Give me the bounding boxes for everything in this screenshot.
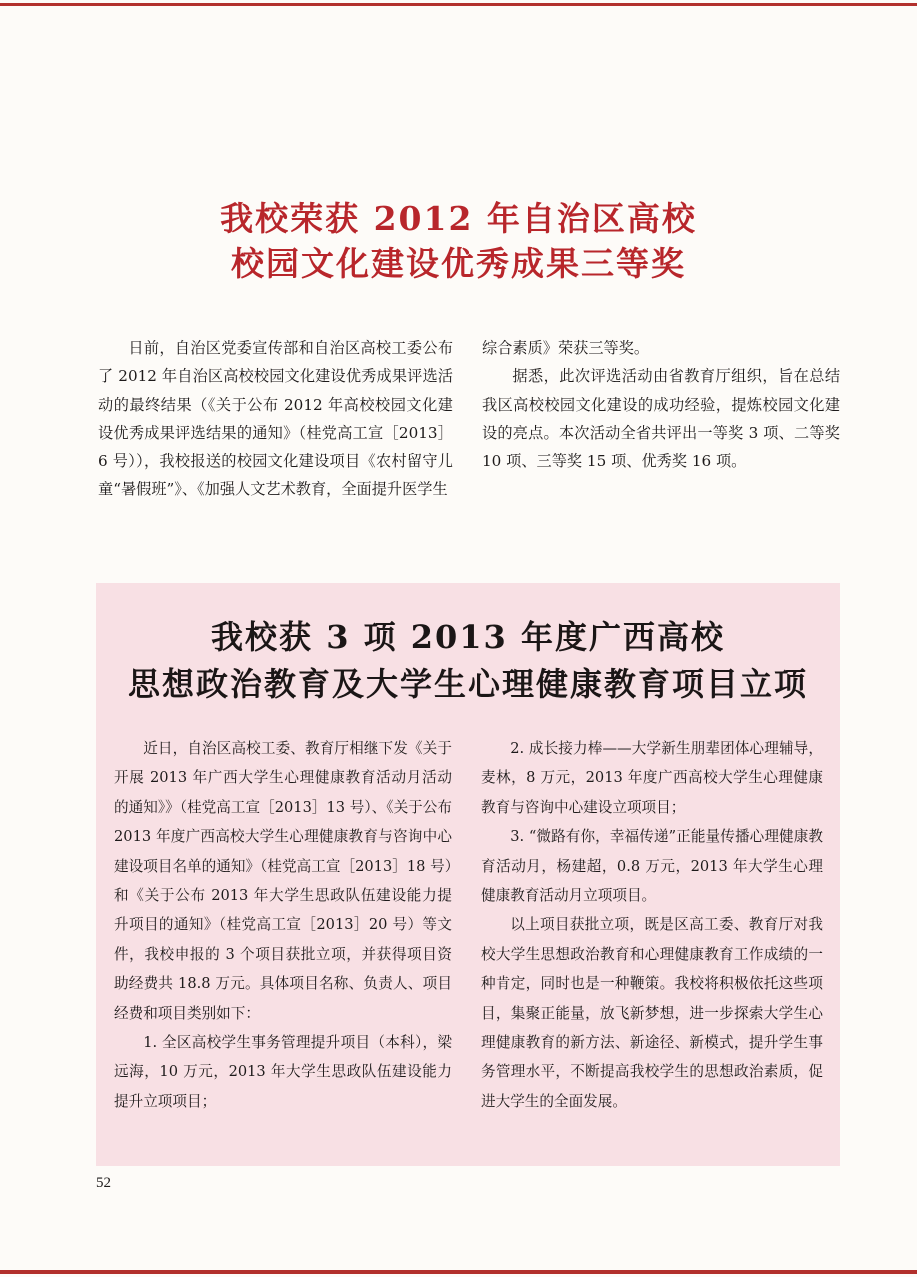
article1-paragraph-continued: 综合素质》荣获三等奖。 <box>482 339 650 357</box>
page-number: 52 <box>96 1175 111 1191</box>
article2-title-line1: 我校获 3 项 2013 年度广西高校 <box>211 618 725 656</box>
article1-title-line2: 校园文化建设优秀成果三等奖 <box>231 244 686 283</box>
article2-paragraph: 近日，自治区高校工委、教育厅相继下发《关于开展 2013 年广西大学生心理健康教育活动月活动的通知》》（桂党高工宣［2013］13 号）、《关于公布 2013 年度广西高校大学生心理健康教育与咨询中心建设项目名单的通知》（桂党高工宣［2013］18 号）和《关于公布 2013 年大学生思政队伍建设能力提升项目的通知》（桂党高工宣［2013］20 号）等文件，我校申报的 3 个项目获批立项，并获得项目资助经费共 18.8 万元。具体项目名称、负责人、项目经费和项目类别如下： <box>114 740 452 1022</box>
article2-title <box>96 614 840 708</box>
article1-title-line1: 我校荣获 2012 年自治区高校 <box>220 199 697 238</box>
bottom-rule <box>0 1270 917 1274</box>
article1-column-right <box>482 334 840 475</box>
article1-column-left <box>98 334 453 504</box>
article1-title <box>0 196 917 286</box>
article2-column-left <box>114 734 452 1116</box>
article2-title-line2: 思想政治教育及大学生心理健康教育项目立项 <box>127 665 808 703</box>
article2-column-right <box>481 734 823 1116</box>
article2-paragraph: 以上项目获批立项，既是区高工委、教育厅对我校大学生思想政治教育和心理健康教育工作成绩的一种肯定，同时也是一种鞭策。我校将积极依托这些项目，集聚正能量，放飞新梦想，进一步探索大学生心理健康教育的新方法、新途径、新模式，提升学生事务管理水平，不断提高我校学生的思想政治素质，促进大学生的全面发展。 <box>481 916 823 1110</box>
article1-paragraph: 日前，自治区党委宣传部和自治区高校工委公布了 2012 年自治区高校校园文化建设优秀成果评选活动的最终结果（《关于公布 2012 年高校校园文化建设优秀成果评选结果的通知》（桂党高工宣［2013］6 号）），我校报送的校园文化建设项目《农村留守儿童“暑假班”》、《加强人文艺术教育，全面提升医学生 <box>98 339 453 499</box>
article2-list-item: 1. 全区高校学生事务管理提升项目（本科），梁远海，10 万元，2013 年大学生思政队伍建设能力提升立项项目； <box>114 1034 452 1110</box>
article1-paragraph: 据悉，此次评选活动由省教育厅组织，旨在总结我区高校校园文化建设的成功经验，提炼校园文化建设的亮点。本次活动全省共评出一等奖 3 项、二等奖 10 项、三等奖 15 项、优秀奖 16 项。 <box>482 367 840 471</box>
article2-list-item: 3. “微路有你，幸福传递”正能量传播心理健康教育活动月，杨建超，0.8 万元，2013 年大学生心理健康教育活动月立项项目。 <box>481 828 823 905</box>
article2-list-item: 2. 成长接力棒——大学新生朋辈团体心理辅导，麦林，8 万元，2013 年度广西高校大学生心理健康教育与咨询中心建设立项项目； <box>481 740 823 816</box>
top-rule <box>0 3 917 6</box>
